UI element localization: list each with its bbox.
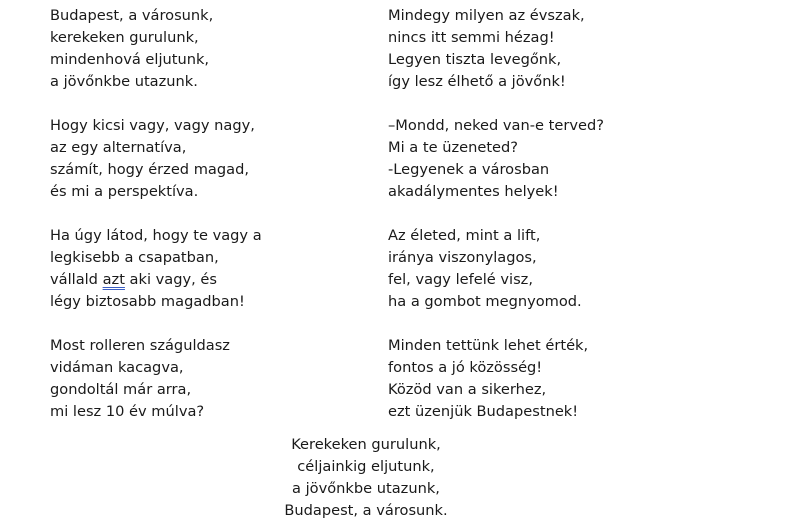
stanza [388, 115, 768, 203]
poem-line: Budapest, a városunk. [284, 502, 448, 519]
poem-line: nincs itt semmi hézag! [388, 29, 555, 46]
poem-line: mindenhová eljutunk, [50, 51, 210, 68]
poem-line: kerekeken gurulunk, [50, 29, 199, 46]
poem-line: és mi a perspektíva. [50, 183, 199, 200]
poem-line: Mindegy milyen az évszak, [388, 7, 585, 24]
left-column [50, 5, 370, 445]
poem-line: Az életed, mint a lift, [388, 227, 541, 244]
poem-line: Hogy kicsi vagy, vagy nagy, [50, 117, 255, 134]
poem-line: Minden tettünk lehet érték, [388, 337, 589, 354]
poem-line [50, 269, 370, 291]
poem-line: Kerekeken gurulunk, [291, 436, 441, 453]
poem-line: ha a gombot megnyomod. [388, 293, 582, 310]
poem-line: Budapest, a városunk, [50, 7, 214, 24]
poem-line: fel, vagy lefelé visz, [388, 271, 533, 288]
poem-line: Legyen tiszta levegőnk, [388, 51, 562, 68]
poem-line: Közöd van a sikerhez, [388, 381, 547, 398]
line-text: vállald [50, 271, 103, 288]
poem-line: így lesz élhető a jövőnk! [388, 73, 566, 90]
poem-line: mi lesz 10 év múlva? [50, 403, 205, 420]
poem-line: gondoltál már arra, [50, 381, 192, 398]
stanza [50, 5, 370, 93]
stanza [388, 335, 768, 423]
poem-line: Mi a te üzeneted? [388, 139, 519, 156]
stanza [50, 115, 370, 203]
right-column [388, 5, 768, 445]
line-text: aki vagy, és [124, 271, 217, 288]
poem-line: iránya viszonylagos, [388, 249, 537, 266]
poem-line: vidáman kacagva, [50, 359, 184, 376]
stanza [388, 225, 768, 313]
poem-line: -Legyenek a városban [388, 161, 550, 178]
poem-line: a jövőnkbe utazunk, [292, 480, 440, 497]
poem-line: számít, hogy érzed magad, [50, 161, 249, 178]
final-stanza [250, 434, 482, 522]
poem-line: Ha úgy látod, hogy te vagy a [50, 227, 262, 244]
poem-line: –Mondd, neked van-e terved? [388, 117, 604, 134]
spellcheck-flagged-word[interactable]: azt [102, 271, 125, 288]
poem-line: az egy alternatíva, [50, 139, 187, 156]
poem-line: céljainkig eljutunk, [297, 458, 435, 475]
stanza [388, 5, 768, 93]
poem-line: légy biztosabb magadban! [50, 293, 245, 310]
poem-line: akadálymentes helyek! [388, 183, 559, 200]
poem-line: a jövőnkbe utazunk. [50, 73, 198, 90]
poem-line: legkisebb a csapatban, [50, 249, 219, 266]
poem-line: ezt üzenjük Budapestnek! [388, 403, 579, 420]
poem-line: Most rolleren száguldasz [50, 337, 230, 354]
stanza [50, 225, 370, 313]
poem-line: fontos a jó közösség! [388, 359, 543, 376]
stanza [50, 335, 370, 423]
